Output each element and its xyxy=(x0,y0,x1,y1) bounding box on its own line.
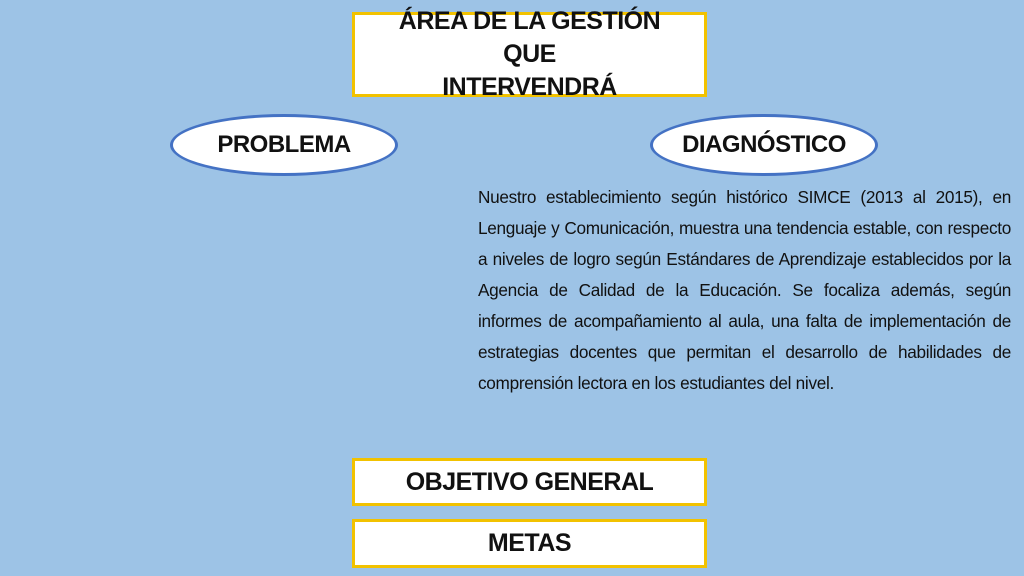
problema-oval xyxy=(170,114,398,176)
objetivo-general-box xyxy=(352,458,707,506)
area-gestion-title-line2: INTERVENDRÁ xyxy=(442,73,617,101)
objetivo-general-label: OBJETIVO GENERAL xyxy=(405,467,654,496)
diagnostico-oval xyxy=(650,114,878,176)
diagnostico-label: DIAGNÓSTICO xyxy=(682,131,846,158)
diagnostico-description: Nuestro establecimiento según histórico SIMCE (2013 al 2015), en Lenguaje y Comunicación, muestra una tendencia estable, con respecto a niveles de logro según Estándares de Aprendizaje establecidos por la Agencia de Calidad de la Educación. Se focaliza además, según informes de acompañamiento al aula, una falta de implementación de estrategias docentes que permitan el desarrollo de habilidades de comprensión lectora en los estudiantes del nivel. xyxy=(478,187,1011,393)
metas-label: METAS xyxy=(487,529,572,557)
problema-label: PROBLEMA xyxy=(217,131,351,158)
metas-box xyxy=(352,519,707,568)
area-gestion-title-line1: ÁREA DE LA GESTIÓN QUE xyxy=(398,7,661,68)
area-gestion-box xyxy=(352,7,707,101)
